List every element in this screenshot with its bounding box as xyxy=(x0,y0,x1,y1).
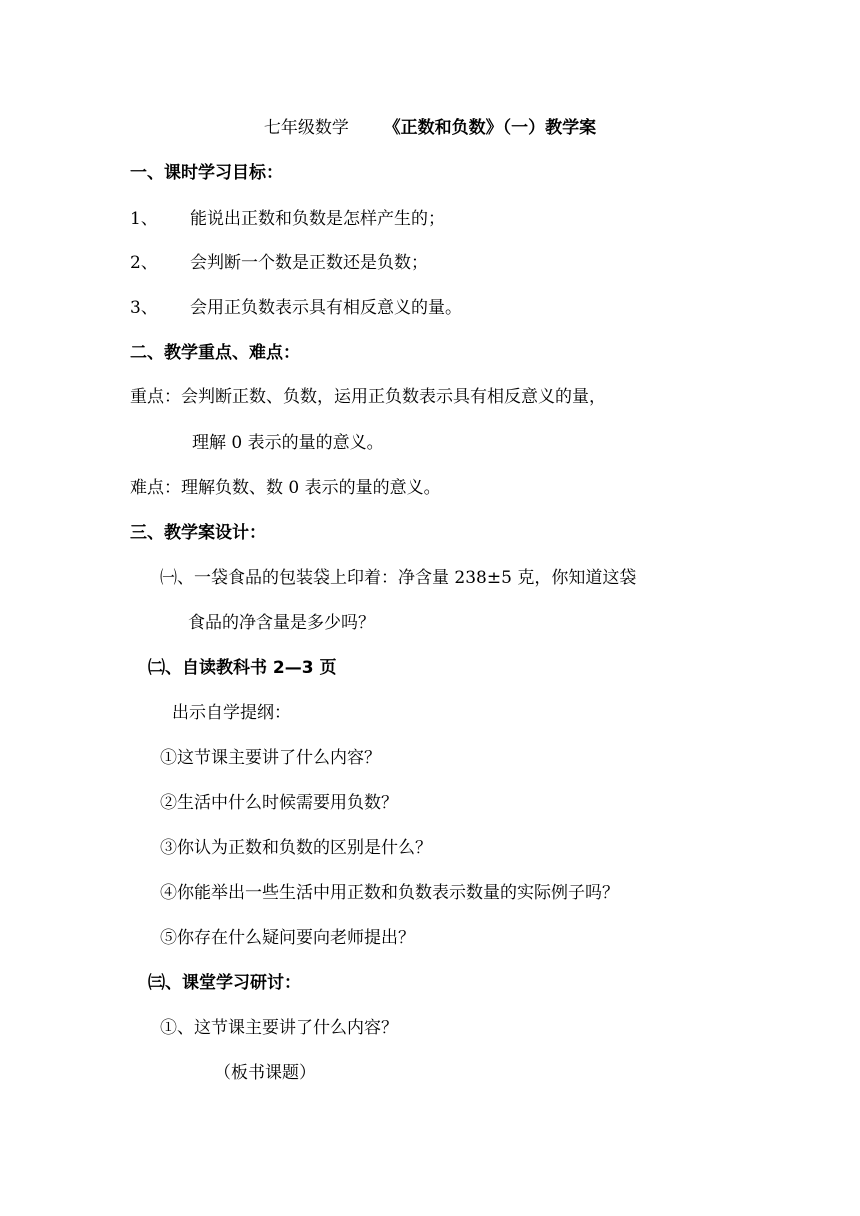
title-main: 《正数和负数》（一）教学案 xyxy=(383,118,597,138)
title-prefix: 七年级数学 xyxy=(263,118,349,138)
objective-text: 会判断一个数是正数还是负数； xyxy=(190,253,428,273)
difficult-points: 难点：理解负数、数 0 表示的量的意义。 xyxy=(130,478,441,498)
page-title xyxy=(0,116,860,140)
question-item: ②生活中什么时候需要用负数？ xyxy=(160,793,398,813)
part1-line2: 食品的净含量是多少吗？ xyxy=(188,613,375,633)
section2-heading: 二、教学重点、难点： xyxy=(130,343,300,363)
key-points-line2: 理解 0 表示的量的意义。 xyxy=(192,433,384,453)
board-note: （板书课题） xyxy=(214,1063,316,1083)
objective-num: 3、 xyxy=(130,298,158,318)
question-item: ④你能举出一些生活中用正数和负数表示数量的实际例子吗？ xyxy=(160,883,619,903)
part1-line1: ㈠、一袋食品的包装袋上印着：净含量 238±5 克，你知道这袋 xyxy=(160,568,637,588)
objective-text: 能说出正数和负数是怎样产生的； xyxy=(190,209,445,229)
part2-heading: ㈡、自读教科书 2—3 页 xyxy=(148,658,337,678)
outline-label: 出示自学提纲： xyxy=(172,703,291,723)
question-item: ①这节课主要讲了什么内容？ xyxy=(160,748,381,768)
key-points-line1: 重点：会判断正数、负数，运用正负数表示具有相反意义的量， xyxy=(130,387,606,407)
question-item: ⑤你存在什么疑问要向老师提出？ xyxy=(160,928,415,948)
section3-heading: 三、教学案设计： xyxy=(130,523,266,543)
objective-item-2 xyxy=(130,251,428,275)
question-item: ③你认为正数和负数的区别是什么？ xyxy=(160,838,432,858)
objective-text: 会用正负数表示具有相反意义的量。 xyxy=(190,298,462,318)
objective-num: 2、 xyxy=(130,253,158,273)
objective-num: 1、 xyxy=(130,209,158,229)
discussion-item: ①、这节课主要讲了什么内容？ xyxy=(160,1018,398,1038)
part3-heading: ㈢、课堂学习研讨： xyxy=(148,973,301,993)
objective-item-3 xyxy=(130,296,462,320)
objective-item-1 xyxy=(130,207,445,231)
section1-heading: 一、课时学习目标： xyxy=(130,163,283,183)
